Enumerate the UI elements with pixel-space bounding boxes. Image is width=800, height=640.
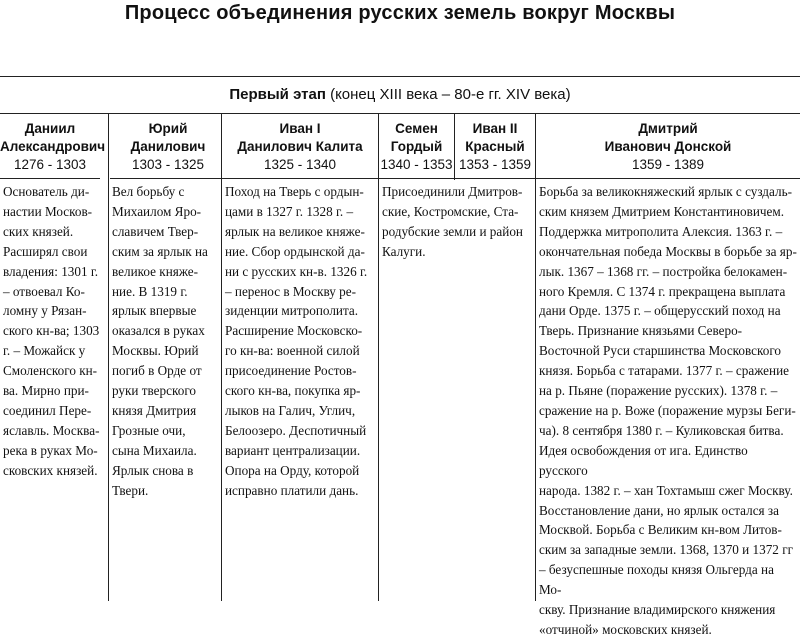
ruler-years: 1340 - 1353: [380, 157, 453, 172]
header-ruler-ivan-ii: [455, 114, 535, 179]
cell-semen-ivan-ii: Присоединили Дмитров- ские, Костромские, Ста- родубские земли и район Калуги.: [382, 184, 523, 259]
ruler-years: 1276 - 1303: [13, 157, 87, 172]
header-ruler-daniil: [0, 114, 106, 179]
header-ruler-dmitry: [536, 114, 800, 179]
column-divider: [454, 114, 455, 180]
ruler-years: 1325 - 1340: [263, 157, 337, 172]
header-ruler-ivan-i: [222, 114, 378, 179]
header-ruler-semen: [379, 114, 454, 179]
cell-ivan-i: Поход на Тверь с ордын- цами в 1327 г. 1328 г. – ярлык на великое княже- ние. Сбор ордынской да- ни с русских кн-в. 1326 г. – перенос в Москву ре- зиденции митрополита. Расширение Московско- го кн-ва: военной силой присоединение Ростов- ского кн-ва, покупка яр- лыков на Галич, Углич, Белоозеро. Деспотичный вариант централизации. Опора на Орду, которой исправно платили дань.: [225, 184, 368, 498]
document-title: Процесс объединения русских земель вокруг Москвы: [124, 2, 676, 24]
ruler-years: 1359 - 1389: [631, 157, 705, 172]
header-ruler-yuri: [110, 114, 226, 179]
ruler-name: Юрий Данилович: [130, 121, 206, 154]
cell-daniil: Основатель ди- настии Москов- ских князей. Расширял свои владения: 1301 г. – отвоевал Ко- ломну у Рязан- ского кн-ва; 1303 г. – Можайск у Смоленского кн- ва. Мирно при- соединил Пере- яславль. Москва- река в руках Мо- сковских князей.: [3, 184, 100, 478]
stage-heading: [0, 77, 800, 114]
rulers-table: [0, 76, 800, 637]
stage-label: Первый этап: [229, 86, 326, 103]
cell-yuri: Вел борьбу с Михаилом Яро- славичем Твер- ским за ярлык на великое княже- ние. В 1319 г. ярлык впервые оказался в руках Москвы. Юрий погиб в Орде от руки тверского князя Дмитрия Грозные очи, сына Михаила. Ярлык снова в Твери.: [112, 184, 208, 498]
ruler-name: Иван II Красный: [465, 121, 525, 154]
cell-dmitry: Борьба за великокняжеский ярлык с суздаль- ским князем Дмитрием Константиновичем. Поддержка митрополита Алексия. 1363 г. – окончательная победа Москвы в борьбе за яр- лык. 1367 – 1368 гг. – постройка белокамен- ного Кремля. С 1374 г. прекращена выплата дани Орде. 1375 г. – общерусский поход на Тверь. Признание князьями Северо- Восточной Руси старшинства Московского князя. Борьба с татарами. 1377 г. – сражение на р. Пьяне (поражение русских). 1378 г. – сражение на р. Воже (поражение мурзы Беги- ча). 8 сентября 1380 г. – Куликовская битва. Идея освобождения от ига. Единство русского народа. 1382 г. – хан Тохтамыш сжег Москву. Восстановление дани, но ярлык остался за Москвой. Борьба с Великим кн-вом Литов- ским за западные земли. 1368, 1370 и 1372 гг – безуспешные походы князя Ольгерда на Мо- скву. Признание владимирского княжения «отчиной» московских князей.: [539, 184, 797, 637]
ruler-name: Семен Гордый: [390, 121, 443, 154]
ruler-years: 1353 - 1359: [458, 157, 532, 172]
ruler-years: 1303 - 1325: [131, 157, 205, 172]
ruler-name: Дмитрий Иванович Донской: [604, 121, 732, 154]
ruler-name: Иван I Данилович Калита: [237, 121, 363, 154]
ruler-name: Даниил Александрович: [0, 121, 106, 154]
stage-period: (конец XIII века – 80-е гг. XIV века): [330, 86, 571, 103]
